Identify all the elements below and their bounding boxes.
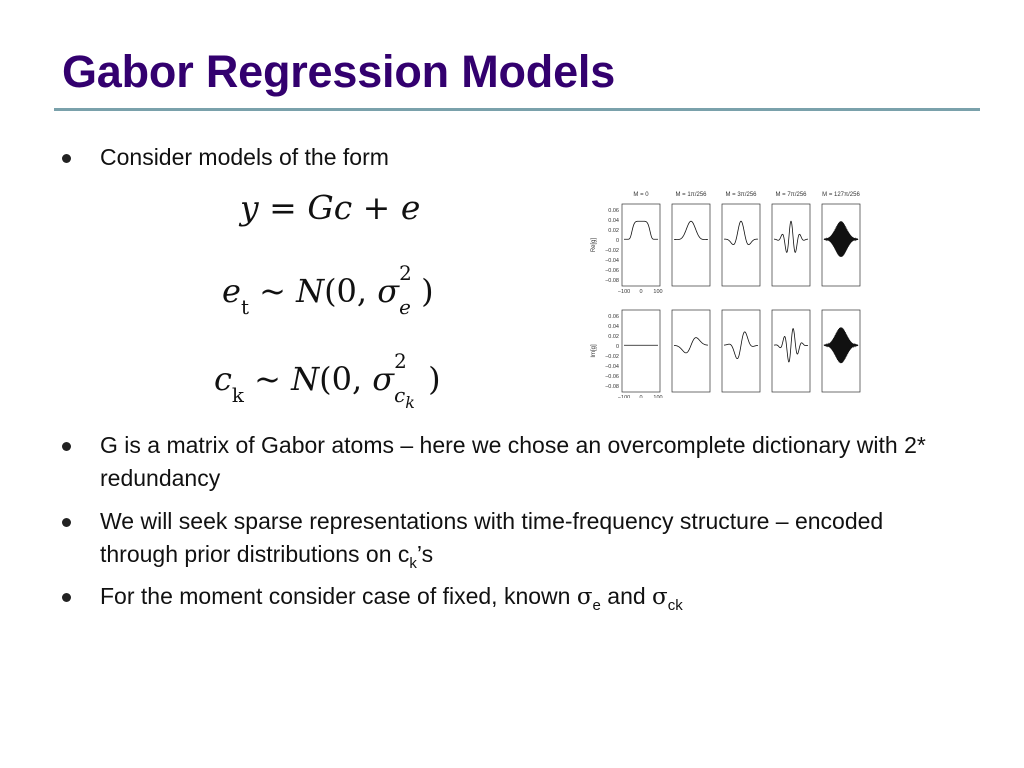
eq-symbol: σ	[377, 272, 400, 310]
bullet-text: G is a matrix of Gabor atoms – here we chose an overcomplete dictionary with 2* redundancy	[100, 432, 926, 491]
eq-superscript: 2	[394, 350, 407, 373]
bullet-subscript: ck	[667, 597, 683, 614]
y-tick-label: −0.04	[605, 364, 619, 370]
panel-title: M = 3π/256	[725, 192, 757, 198]
equation-y-gc-e	[240, 188, 420, 227]
title-divider	[54, 108, 980, 111]
eq-symbol: (0,	[319, 360, 363, 398]
slide-title: Gabor Regression Models	[62, 46, 616, 97]
y-tick-label: −0.04	[605, 258, 619, 264]
eq-subscript: t	[240, 296, 249, 319]
x-tick-label: −100	[617, 289, 631, 295]
bullet-dot	[62, 518, 71, 527]
eq-symbol: y	[240, 188, 259, 227]
eq-symbol: +	[362, 188, 391, 227]
bullet-text	[100, 580, 962, 616]
panel-title: M = 0	[633, 192, 649, 198]
atom-panel	[622, 204, 660, 286]
y-tick-label: −0.06	[605, 374, 619, 380]
gabor-atoms-figure	[586, 186, 876, 398]
eq-subscript: e	[399, 296, 411, 319]
sigma-symbol: σ	[652, 584, 668, 610]
bullet-dot	[62, 442, 71, 451]
y-tick-label: 0.04	[608, 324, 619, 330]
sigma-symbol: σ	[576, 584, 593, 610]
atom-panel	[672, 204, 710, 286]
atom-panel	[622, 310, 660, 392]
bullet-text-part: For the moment consider case of fixed, known	[100, 583, 577, 609]
eq-symbol: G	[307, 188, 334, 227]
x-tick-label: 100	[653, 395, 663, 398]
x-tick-label: 0	[639, 395, 643, 398]
eq-symbol: (0,	[324, 272, 368, 310]
eq-symbol: e	[222, 272, 241, 310]
y-tick-label: −0.02	[605, 354, 619, 360]
y-tick-label: −0.08	[605, 384, 619, 390]
eq-symbol: )	[421, 272, 434, 310]
panel-title: M = 1π/256	[675, 192, 707, 198]
bullet-item-2	[62, 429, 962, 495]
eq-symbol: ~	[254, 360, 281, 398]
row-ylabel: Im[g]	[591, 344, 597, 358]
panel-title: M = 127π/256	[822, 192, 860, 198]
y-tick-label: −0.06	[605, 268, 619, 274]
eq-symbol: =	[269, 188, 297, 227]
bullet-item-3	[62, 505, 962, 571]
eq-symbol: )	[428, 360, 441, 398]
eq-symbol: ~	[259, 272, 286, 310]
eq-subscript: k	[405, 393, 415, 412]
y-tick-label: 0.06	[608, 314, 619, 320]
bullet-dot	[62, 593, 71, 602]
bullet-subscript: e	[592, 597, 601, 614]
eq-symbol: e	[400, 188, 421, 227]
eq-subscript: k	[231, 384, 244, 407]
y-tick-label: 0.06	[608, 208, 619, 214]
eq-symbol: σ	[372, 360, 395, 398]
bullet-text-part: We will seek sparse representations with time-frequency structure – encoded through prior distributions on c	[100, 508, 884, 567]
y-tick-label: −0.08	[605, 278, 619, 284]
y-tick-label: −0.02	[605, 248, 619, 254]
atom-panel	[722, 310, 760, 392]
y-tick-label: 0.04	[608, 218, 619, 224]
atom-panel	[672, 310, 710, 392]
x-tick-label: −100	[617, 395, 631, 398]
x-tick-label: 0	[639, 289, 643, 295]
bullet-text: Consider models of the form	[100, 144, 389, 170]
panel-title: M = 7π/256	[775, 192, 807, 198]
eq-symbol: N	[291, 360, 320, 398]
bullet-text-part: ’s	[416, 541, 434, 567]
atom-panel	[722, 204, 760, 286]
bullet-text	[100, 505, 962, 574]
eq-symbol: N	[296, 272, 325, 310]
atom-panel	[772, 204, 810, 286]
y-tick-label: 0	[615, 344, 619, 350]
y-tick-label: 0	[615, 238, 619, 244]
eq-subscript: c	[394, 384, 406, 407]
equation-c-prior	[214, 350, 441, 412]
eq-symbol: c	[214, 360, 232, 398]
y-tick-label: 0.02	[608, 334, 619, 340]
bullet-dot	[62, 154, 71, 163]
y-tick-label: 0.02	[608, 228, 619, 234]
equation-e-noise	[222, 262, 434, 319]
row-ylabel: Re[g]	[591, 237, 597, 253]
bullet-subscript: k	[409, 555, 417, 572]
eq-symbol: c	[333, 188, 353, 227]
eq-superscript: 2	[399, 262, 412, 285]
bullet-text-part: and	[600, 583, 653, 609]
x-tick-label: 100	[653, 289, 663, 295]
atom-panel	[772, 310, 810, 392]
